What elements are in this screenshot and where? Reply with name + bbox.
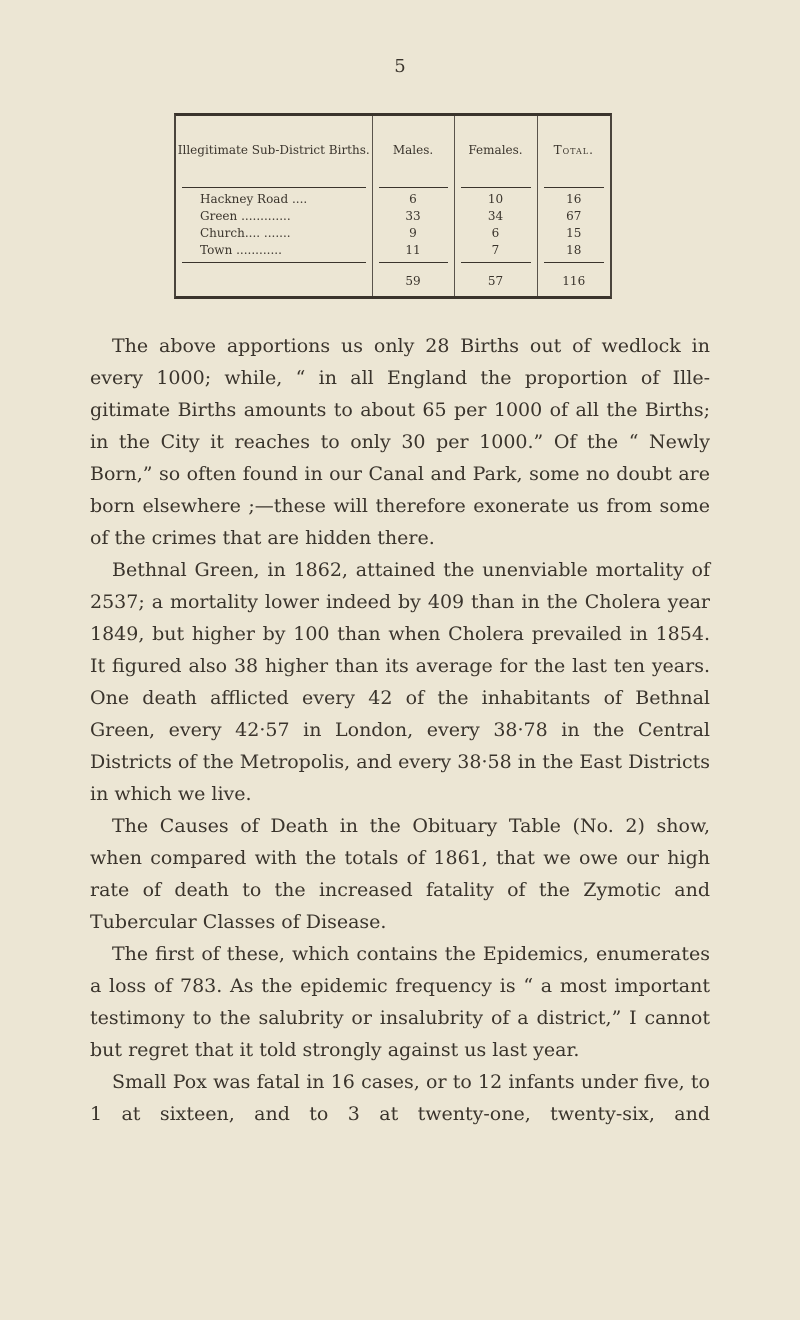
header-district: Illegitimate Sub-District Births. <box>177 143 370 157</box>
males-cell: 33 <box>372 208 454 225</box>
males-cell: 9 <box>372 225 454 242</box>
total-cell: 16 <box>537 191 610 208</box>
paragraph: Small Pox was fatal in 16 cases, or to 12 infants under five, to 1 at sixteen, and to 3 at twenty-one, twenty-six, and <box>90 1071 710 1125</box>
district-cell: Green ............. <box>200 209 291 223</box>
paragraph: The above apportions us only 28 Births out of wedlock in every 1000; while, “ in all England the proportion of Illegitimate Births amounts to about 65 per 1000 of all the Births; in the City it reaches to only 30 per 1000.” Of the “ Newly Born,” so often found in our Canal and Park, some no doubt are born elsewhere ;—these will therefore exonerate us from some of the crimes that are hidden there. <box>90 335 710 549</box>
total-cell: 67 <box>537 208 610 225</box>
table-row <box>176 242 610 259</box>
females-cell: 34 <box>454 208 537 225</box>
header-total: Total. <box>537 116 610 184</box>
paragraph: The Causes of Death in the Obituary Table (No. 2) show, when compared with the totals of 1861, that we owe our high rate of death to the increased fatality of the Zymotic and Tubercular Classes of Disease. <box>90 815 710 933</box>
births-table <box>174 113 612 299</box>
females-cell: 10 <box>454 191 537 208</box>
paragraph: The first of these, which contains the Epidemics, enumerates a loss of 783. As the epidemic frequency is “ a most important testimony to the salubrity or insalubrity of a district,” I cannot but regret that it told strongly against us last year. <box>90 943 710 1061</box>
header-males: Males. <box>372 116 454 184</box>
totals-row <box>176 266 610 296</box>
district-cell: Church.... ....... <box>200 226 291 240</box>
body-text <box>90 330 710 1130</box>
paragraph: Bethnal Green, in 1862, attained the unenviable mortality of 2537; a mortality lower indeed by 409 than in the Cholera year 1849, but higher by 100 than when Cholera prevailed in 1854. It figured also 38 higher than its average for the last ten years. One death afflicted every 42 of the inhabitants of Bethnal Green, every 42·57 in London, every 38·78 in the Central Districts of the Metropolis, and every 38·58 in the East Districts in which we live. <box>90 559 710 805</box>
header-females: Females. <box>454 116 537 184</box>
table-row <box>176 191 610 208</box>
females-cell: 6 <box>454 225 537 242</box>
males-cell: 6 <box>372 191 454 208</box>
district-cell: Hackney Road .... <box>200 192 308 206</box>
district-cell: Town ............ <box>200 243 282 257</box>
total-cell: 18 <box>537 242 610 259</box>
table-row <box>176 208 610 225</box>
females-total: 57 <box>454 266 537 296</box>
males-total: 59 <box>372 266 454 296</box>
males-cell: 11 <box>372 242 454 259</box>
total-cell: 15 <box>537 225 610 242</box>
grand-total: 116 <box>537 266 610 296</box>
page-number: 5 <box>394 56 406 77</box>
table-row <box>176 225 610 242</box>
females-cell: 7 <box>454 242 537 259</box>
